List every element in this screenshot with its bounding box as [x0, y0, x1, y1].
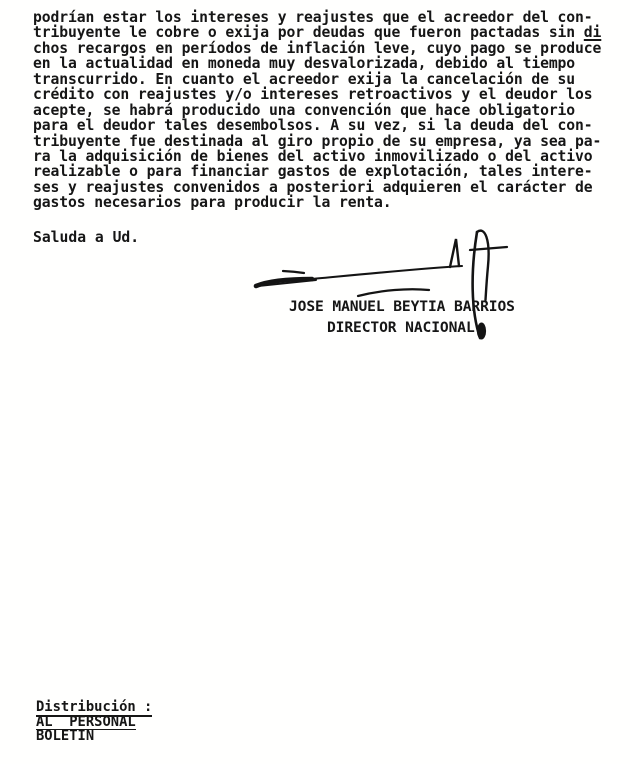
text-line — [33, 134, 601, 149]
text-line-content: gastos necesarios para producir la renta. — [33, 194, 392, 212]
text-line — [33, 56, 601, 71]
text-line — [33, 118, 601, 133]
text-line-content: transcurrido. En cuanto el acreedor exija la cancelación de su — [33, 70, 576, 88]
text-line — [33, 10, 601, 25]
text-line — [33, 41, 601, 56]
text-line-content: realizable o para financiar gastos de explotación, tales intere- — [33, 163, 593, 181]
text-line — [33, 72, 601, 87]
text-line-content: ra la adquisición de bienes del activo inmovilizado o del activo — [33, 147, 593, 165]
text-line-content: podrían estar los intereses y reajustes que el acreedor del con- — [33, 9, 593, 26]
distribution-item-line — [36, 729, 152, 744]
text-line-content: en la actualidad en moneda muy desvalorizada, debido al tiempo — [33, 55, 576, 73]
text-line — [33, 195, 601, 210]
text-line — [33, 25, 601, 40]
text-line-content: para el deudor tales desembolsos. A su vez, si la deuda del con- — [33, 117, 593, 135]
distribution-block — [36, 700, 152, 744]
text-line — [33, 103, 601, 118]
body-paragraph — [33, 10, 601, 211]
text-line — [33, 149, 601, 164]
text-line-content: crédito con reajustes y/o intereses retroactivos y el deudor los — [33, 86, 593, 104]
distribution-item: BOLETIN — [36, 728, 95, 745]
distribution-item: AL PERSONAL — [36, 713, 136, 730]
text-line-content: ses y reajustes convenidos a posteriori adquieren el carácter de — [33, 178, 593, 196]
text-line-content: tribuyente fue destinada al giro propio de su empresa, ya sea pa- — [33, 132, 602, 150]
text-line-content: acepte, se habrá producido una convención que hace obligatorio — [33, 101, 576, 119]
distribution-item-line — [36, 715, 152, 730]
text-line-content: tribuyente le cobre o exija por deudas que fueron pactadas sin — [33, 24, 584, 42]
hyphen-continuation-underline: di — [583, 24, 602, 42]
text-line — [33, 180, 601, 195]
signature-dash-icon — [283, 271, 304, 273]
text-line — [33, 164, 601, 179]
distribution-heading: Distribución : — [36, 699, 153, 715]
distribution-heading-line — [36, 700, 152, 715]
signatory-name: JOSE MANUEL BEYTIA BARRIOS — [289, 298, 515, 315]
salutation: Saluda a Ud. — [33, 229, 140, 246]
text-line — [33, 87, 601, 102]
signatory-title: DIRECTOR NACIONAL — [327, 319, 475, 336]
text-line-content: chos recargos en períodos de inflación leve, cuyo pago se produce — [33, 39, 602, 57]
